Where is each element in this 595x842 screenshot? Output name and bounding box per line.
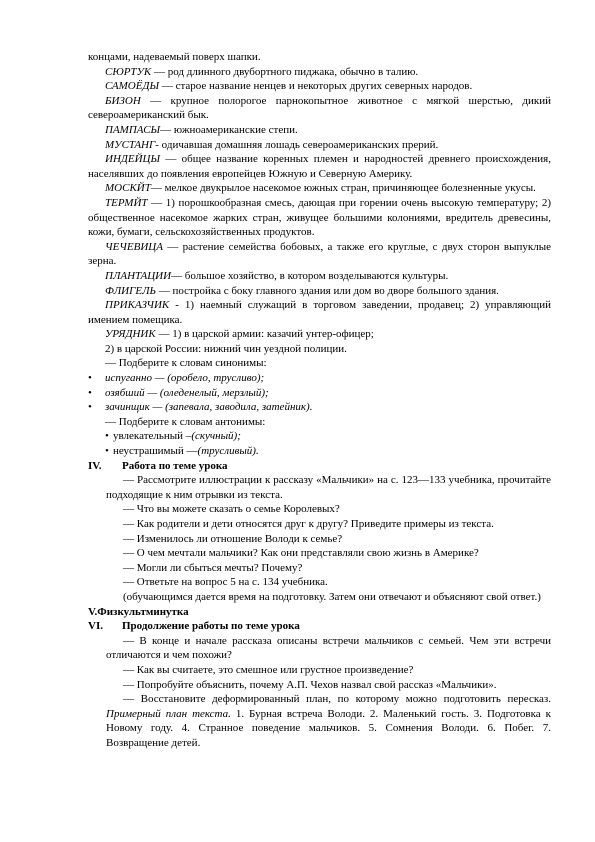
glossary-term: САМОЁДЫ (105, 80, 160, 93)
glossary-entry-indeicy (88, 152, 551, 181)
glossary-term: ПАМПАСЫ (105, 123, 161, 136)
list-item (88, 444, 551, 459)
synonym-item: озябший — (оледенелый, мерзлый); (105, 386, 269, 399)
glossary-term: ИНДЕЙЦЫ (105, 153, 161, 166)
section-number: VI. (88, 620, 103, 633)
section-heading-v: V.Физкультминутка (88, 605, 189, 618)
question: — Что вы можете сказать о семье Королевых? (123, 503, 340, 516)
section-heading-vi (88, 619, 551, 634)
section-title: Работа по теме урока (122, 459, 228, 472)
plan-items: 1. Бурная встреча Володи. 2. Маленький гость. 3. Подготовка к Новому году. 4. Странное поведение мальчиков. 5. Сомнения Володи. 6. Побег. 7. Возвращение детей. (106, 707, 551, 749)
question: — Попробуйте объяснить, почему А.П. Чехов назвал свой рассказ «Мальчики». (123, 678, 497, 691)
list-item (88, 386, 551, 401)
text-line: концами, надеваемый поверх шапки. (88, 51, 261, 63)
glossary-definition: — растение семейства бобовых, а также его круглые, с двух сторон выпуклые зерна. (88, 240, 551, 268)
question: — Могли ли сбыться мечты? Почему? (123, 561, 303, 574)
bullet-icon: • (105, 445, 109, 458)
glossary-definition: — большое хозяйство, в котором возделываются культуры. (171, 269, 449, 282)
glossary-term: ТЕРМЙТ (105, 196, 148, 209)
glossary-definition-cont: 2) в царской России: нижний чин уездной полиции. (105, 342, 347, 355)
glossary-term: ПЛАНТАЦИИ (105, 269, 172, 282)
synonyms-task: — Подберите к словам синонимы: (105, 357, 267, 370)
glossary-term: ФЛИГЕЛЬ (105, 284, 157, 297)
glossary-entry-prikazchik (88, 298, 551, 327)
question: — О чем мечтали мальчики? Как они представляли свою жизнь в Америке? (123, 547, 479, 560)
list-item (88, 429, 551, 444)
question: — Рассмотрите иллюстрации к рассказу «Мальчики» на с. 123—133 учебника, прочитайте подходящие к ним отрывки из текста. (106, 474, 551, 501)
list-item (88, 371, 551, 386)
list-item (88, 400, 551, 415)
bullet-icon: • (88, 386, 92, 399)
glossary-entry-chechevica (88, 240, 551, 269)
glossary-definition: — южноамериканские степи. (160, 123, 298, 136)
glossary-entry-uryadnik (88, 327, 551, 342)
synonym-item: испуганно — (оробело, трусливо); (105, 372, 265, 385)
synonym-item: зачинщик — (запевала, заводила, затейник). (105, 401, 313, 414)
antonym-answer: (трусливый). (197, 445, 259, 458)
question: — В конце и начале рассказа описаны встречи мальчиков с семьей. Чем эти встречи отличаются и чем похожи? (106, 634, 551, 662)
glossary-entry-pampasy (88, 123, 551, 138)
plan-instruction: — Восстановите деформированный план, по которому можно подготовить пересказ. (123, 693, 551, 706)
plan-task (106, 692, 551, 750)
question: — Как вы считаете, это смешное или грустное произведение? (123, 663, 414, 676)
section-title: Продолжение работы по теме урока (122, 620, 300, 633)
bullet-icon: • (88, 372, 92, 385)
glossary-term: ПРИКАЗЧИК (105, 299, 170, 312)
question: — Изменилось ли отношение Володи к семье? (123, 532, 343, 545)
bullet-icon: • (105, 430, 109, 443)
plan-heading: Примерный план текста. (106, 707, 231, 720)
glossary-term: УРЯДНИК (105, 328, 156, 341)
glossary-term: МУСТАНГ (105, 138, 156, 151)
glossary-definition: — мелкое двукрылое насекомое южных стран, причиняющее болезненные укусы. (150, 182, 536, 195)
glossary-definition: — род длинного двубортного пиджака, обычно в талию. (151, 65, 419, 78)
glossary-entry-surtuk (88, 65, 551, 80)
glossary-definition: — постройка с боку главного здания или дом во дворе большого здания. (156, 284, 499, 297)
glossary-definition: - 1) наемный служащий в торговом заведении, продавец; 2) управляющий имением помещика. (88, 299, 551, 326)
section-heading-iv (88, 459, 551, 474)
glossary-term: БИЗОН (105, 94, 141, 107)
glossary-entry-bizon (88, 94, 551, 123)
glossary-entry-plantacii (88, 269, 551, 284)
glossary-term: СЮРТУК (105, 65, 152, 78)
glossary-entry-moskit (88, 181, 551, 196)
glossary-definition: — старое название ненцев и некоторых других северных народов. (159, 80, 473, 93)
section-vi-body (88, 634, 551, 751)
question: — Как родители и дети относятся друг к другу? Приведите примеры из текста. (123, 518, 494, 530)
glossary-definition: - одичавшая домашняя лошадь североамериканских прерий. (155, 138, 439, 151)
glossary-term: МОСКЙТ (105, 182, 151, 195)
antonym-word: увлекательный – (113, 430, 192, 443)
glossary-entry-fligel (88, 284, 551, 299)
glossary-entry-termit (88, 196, 551, 240)
antonym-answer: (скучный); (191, 430, 241, 443)
glossary-definition: — 1) в царской армии: казачий унтер-офицер; (155, 328, 374, 341)
question: — Ответьте на вопрос 5 на с. 134 учебника. (123, 576, 328, 589)
note: (обучающимся дается время на подготовку. Затем они отвечают и объясняют свой ответ.) (123, 590, 541, 603)
antonym-word: неустрашимый — (113, 445, 198, 458)
glossary-definition: — крупное полорогое парнокопытное животное с мягкой шерстью, дикий североамериканский бык. (88, 94, 551, 122)
glossary-entry-samoedy (88, 79, 551, 94)
section-iv-body (88, 473, 551, 604)
bullet-icon: • (88, 401, 92, 414)
antonyms-task: — Подберите к словам антонимы: (105, 415, 266, 428)
document-body (88, 50, 551, 751)
section-number: IV. (88, 459, 102, 472)
glossary-definition: — 1) порошкообразная смесь, дающая при горении очень высокую температуру; 2) общественное насекомое жарких стран, живущее большими колониями, вредитель древесины, кожи, бумаги, сельскохозяйственных продуктов. (88, 196, 551, 239)
glossary-entry-mustang (88, 138, 551, 153)
glossary-term: ЧЕЧЕВИЦА (105, 240, 163, 253)
glossary-definition: — общее название коренных племен и народностей древнего происхождения, населявших до появления европейцев Южную и Северную Америку. (88, 153, 551, 180)
